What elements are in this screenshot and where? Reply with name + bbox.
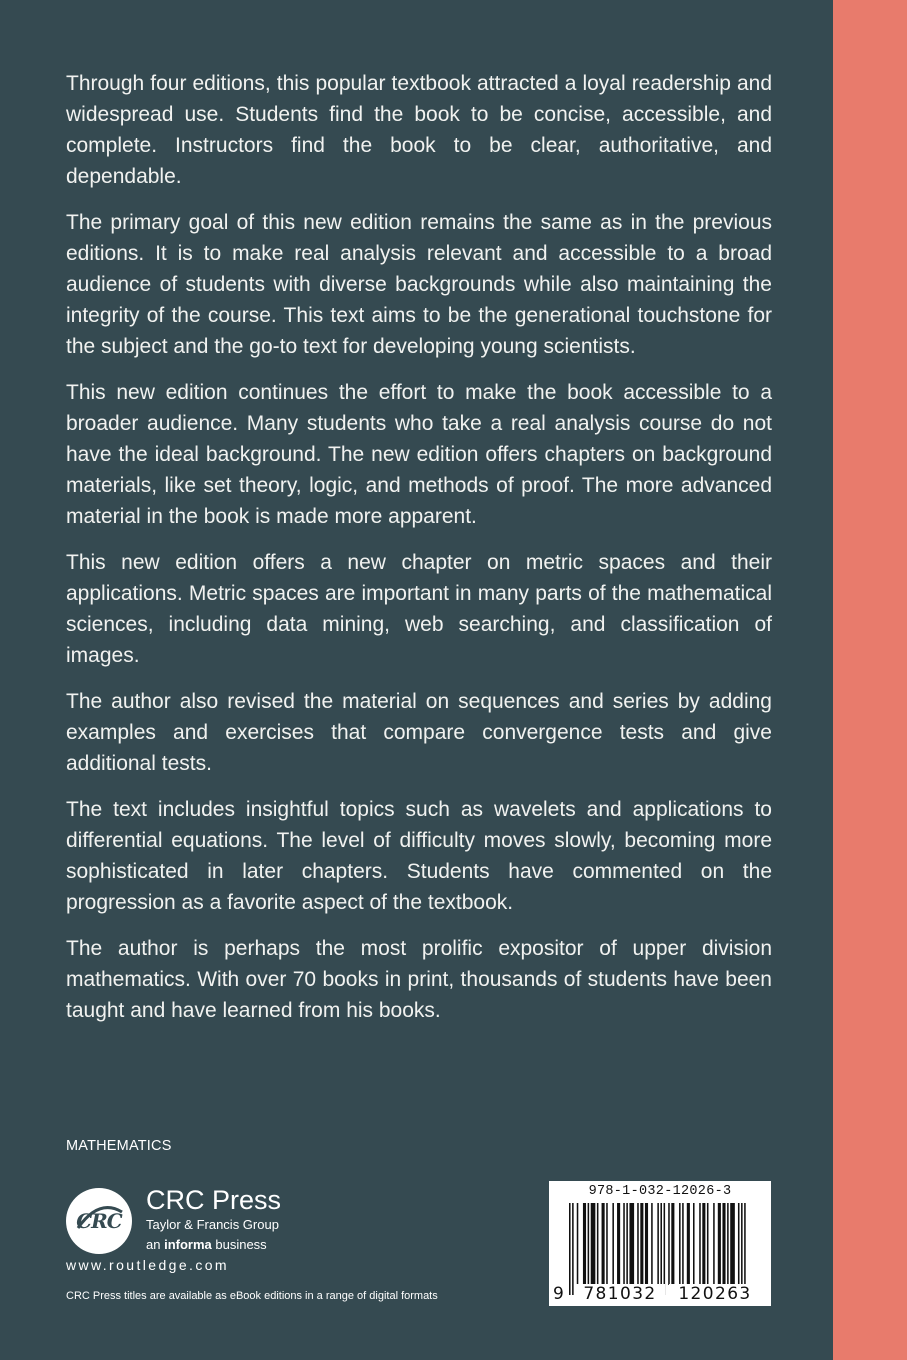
description-paragraph-5: The author also revised the material on sequences and series by adding examples and exercises that compare convergence tests and give additional tests. bbox=[66, 690, 772, 775]
barcode-bar bbox=[730, 1203, 735, 1285]
barcode-bar bbox=[713, 1203, 715, 1285]
barcode-bar bbox=[664, 1203, 666, 1295]
barcode-bar bbox=[597, 1203, 599, 1285]
publisher-group: Taylor & Francis Group bbox=[146, 1217, 279, 1232]
barcode-bar bbox=[623, 1203, 625, 1285]
barcode-bar bbox=[645, 1203, 648, 1285]
logo-mark-text: CRC bbox=[76, 1209, 122, 1233]
spine-color-strip bbox=[833, 0, 907, 1360]
barcode-bar bbox=[722, 1203, 725, 1285]
barcode-left-digits: 781032 bbox=[575, 1284, 665, 1304]
tagline-suffix: business bbox=[211, 1237, 267, 1252]
description-paragraph-1: Through four editions, this popular textbook attracted a loyal readership and widespread use. Students find the book to be concise, accessible, and complete. Instructors find the book to be clear, authoritative, and dependable. bbox=[66, 72, 772, 188]
barcode-bar bbox=[629, 1203, 634, 1285]
tagline-prefix: an bbox=[146, 1237, 165, 1252]
barcode-bar bbox=[569, 1203, 571, 1295]
barcode-bar bbox=[626, 1203, 628, 1285]
barcode-bar bbox=[606, 1203, 608, 1285]
barcode-bar bbox=[617, 1203, 620, 1285]
barcode-bar bbox=[660, 1203, 662, 1295]
barcode-bar bbox=[693, 1203, 695, 1285]
description-paragraph-2: The primary goal of this new edition remains the same as in the previous editions. It is to make real analysis relevant and accessible to a broad audience of students with diverse backgrounds while also maintaining the integrity of the course. This text aims to be the generational touchstone for the subject and the go-to text for developing young scientists. bbox=[66, 211, 772, 358]
ebook-note: CRC Press titles are available as eBook editions in a range of digital formats bbox=[66, 1290, 438, 1302]
description-paragraph-7: The author is perhaps the most prolific expositor of upper division mathematics. With over 70 books in print, thousands of students have been taught and have learned from his books. bbox=[66, 937, 772, 1022]
barcode-bar bbox=[718, 1203, 721, 1285]
barcode-bar bbox=[671, 1203, 674, 1285]
publisher-name: CRC Press bbox=[146, 1185, 282, 1215]
isbn-number: 978-1-032-12026-3 bbox=[588, 1184, 732, 1199]
barcode-right-digits: 120263 bbox=[669, 1284, 761, 1304]
barcode-bar bbox=[682, 1203, 684, 1285]
description-text bbox=[66, 68, 772, 1041]
barcode-bar bbox=[612, 1203, 614, 1285]
barcode-bar bbox=[679, 1203, 681, 1285]
isbn-barcode bbox=[549, 1181, 771, 1306]
barcode-bar bbox=[707, 1203, 709, 1285]
barcode-bar bbox=[738, 1203, 740, 1285]
barcode-bar bbox=[577, 1203, 579, 1285]
category-label: MATHEMATICS bbox=[66, 1138, 172, 1154]
barcode-bar bbox=[637, 1203, 639, 1285]
barcode-bar bbox=[687, 1203, 690, 1285]
barcode-bar bbox=[572, 1203, 574, 1295]
barcode-bar bbox=[668, 1203, 670, 1285]
barcode-bar bbox=[657, 1203, 659, 1285]
description-paragraph-3: This new edition continues the effort to make the book accessible to a broader audience. Many students who take a real analysis course do not have the ideal background. The new edition offers chapters on background materials, like set theory, logic, and methods of proof. The more advanced material in the book is made more apparent. bbox=[66, 381, 772, 528]
description-paragraph-4: This new edition offers a new chapter on metric spaces and their applications. Metric spaces are important in many parts of the mathematical sciences, including data mining, web searching, and classification of images. bbox=[66, 551, 772, 667]
barcode-bar bbox=[744, 1203, 746, 1295]
barcode-bar bbox=[741, 1203, 743, 1295]
barcode-bar bbox=[699, 1203, 701, 1285]
barcode-bar bbox=[651, 1203, 653, 1285]
barcode-bar bbox=[583, 1203, 586, 1285]
barcode-bar bbox=[591, 1203, 596, 1285]
description-paragraph-6: The text includes insightful topics such as wavelets and applications to differential equations. The level of difficulty moves slowly, becoming more sophisticated in later chapters. Students have commented on the progression as a favorite aspect of the textbook. bbox=[66, 798, 772, 914]
barcode-bar bbox=[727, 1203, 729, 1285]
barcode-bar bbox=[640, 1203, 643, 1285]
publisher-tagline bbox=[146, 1237, 267, 1253]
crc-logo-icon bbox=[66, 1188, 132, 1254]
barcode-bar bbox=[588, 1203, 590, 1285]
barcode-lead-digit: 9 bbox=[553, 1284, 564, 1304]
barcode-bar bbox=[602, 1203, 605, 1285]
tagline-brand: informa bbox=[164, 1237, 212, 1252]
website-link[interactable]: www.routledge.com bbox=[66, 1257, 229, 1273]
barcode-bar bbox=[702, 1203, 705, 1285]
